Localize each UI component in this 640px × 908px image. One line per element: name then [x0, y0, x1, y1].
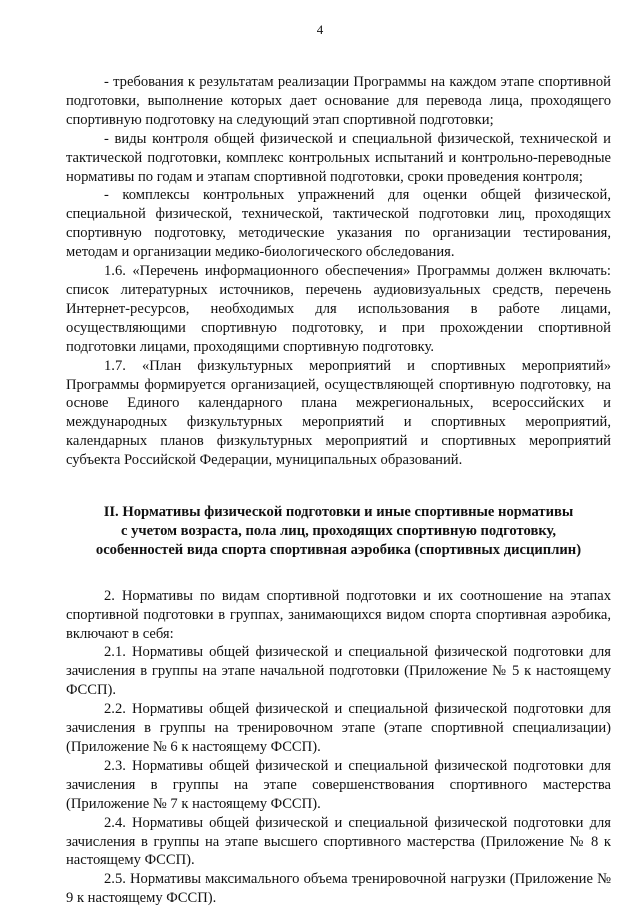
list-item-requirements: - требования к результатам реализации Программы на каждом этапе спортивной подготовки, выполнение которых дает основание для перевода лица, проходящего спортивную подготовку на следующий этап спортивной подготовки;	[66, 74, 611, 128]
list-item-control-exercises: - комплексы контрольных упражнений для оценки общей физической, специальной физической, технической, тактической подготовки лиц, проходящих спортивную подготовку, методические указания по организации тестирования, методам и организации медико-биологического обследования.	[66, 187, 611, 261]
paragraph-2: 2. Нормативы по видам спортивной подготовки и их соотношение на этапах спортивной подготовки в группах, занимающихся видом спорта спортивная аэробика, включают в себя:	[66, 587, 611, 642]
paragraph-2-2: 2.2. Нормативы общей физической и специальной физической подготовки для зачисления в группы на тренировочном этапе (этапе спортивной специализации) (Приложение № 6 к настоящему ФССП).	[66, 701, 611, 755]
section-heading-line: II. Нормативы физической подготовки и иные спортивные нормативы	[103, 504, 574, 521]
paragraph-2-4: 2.4. Нормативы общей физической и специальной физической подготовки для зачисления в группы на этапе высшего спортивного мастерства (Приложение № 8 к настоящему ФССП).	[66, 814, 611, 869]
section-heading-line: особенностей вида спорта спортивная аэробика (спортивных дисциплин)	[95, 541, 582, 558]
paragraph-2-3: 2.3. Нормативы общей физической и специальной физической подготовки для зачисления в группы на этапе совершенствования спортивного мастерства (Приложение № 7 к настоящему ФССП).	[66, 757, 611, 812]
section-heading-line: с учетом возраста, пола лиц, проходящих спортивную подготовку,	[120, 522, 557, 539]
list-item-control-types: - виды контроля общей физической и специальной физической, технической и тактической подготовки, комплекс контрольных испытаний и контрольно-переводные нормативы по годам и этапам спортивной подготовки, сроки проведения контроля;	[66, 130, 611, 185]
paragraph-2-1: 2.1. Нормативы общей физической и специальной физической подготовки для зачисления в группы на этапе начальной подготовки (Приложение № 5 к настоящему ФССП).	[66, 644, 611, 699]
paragraph-1-6: 1.6. «Перечень информационного обеспечения» Программы должен включать: список литературных источников, перечень аудиовизуальных средств, перечень Интернет-ресурсов, необходимых для использования в работе лицами, осуществляющими спортивную подготовку, и при прохождении спортивной подготовки лицами, проходящими спортивную подготовку.	[66, 263, 611, 355]
paragraph-2-5: 2.5. Нормативы максимального объема тренировочной нагрузки (Приложение № 9 к настоящему ФССП).	[66, 871, 611, 907]
page-number: 4	[316, 22, 324, 37]
section-heading	[66, 503, 611, 560]
paragraph-1-7: 1.7. «План физкультурных мероприятий и спортивных мероприятий» Программы формируется организацией, осуществляющей спортивную подготовку, на основе Единого календарного плана межрегиональных, всероссийских и международных физкультурных мероприятий и спортивных мероприятий, календарных планов физкультурных мероприятий и спортивных мероприятий субъекта Российской Федерации, муниципальных образований.	[66, 357, 611, 469]
document-body	[66, 73, 611, 908]
